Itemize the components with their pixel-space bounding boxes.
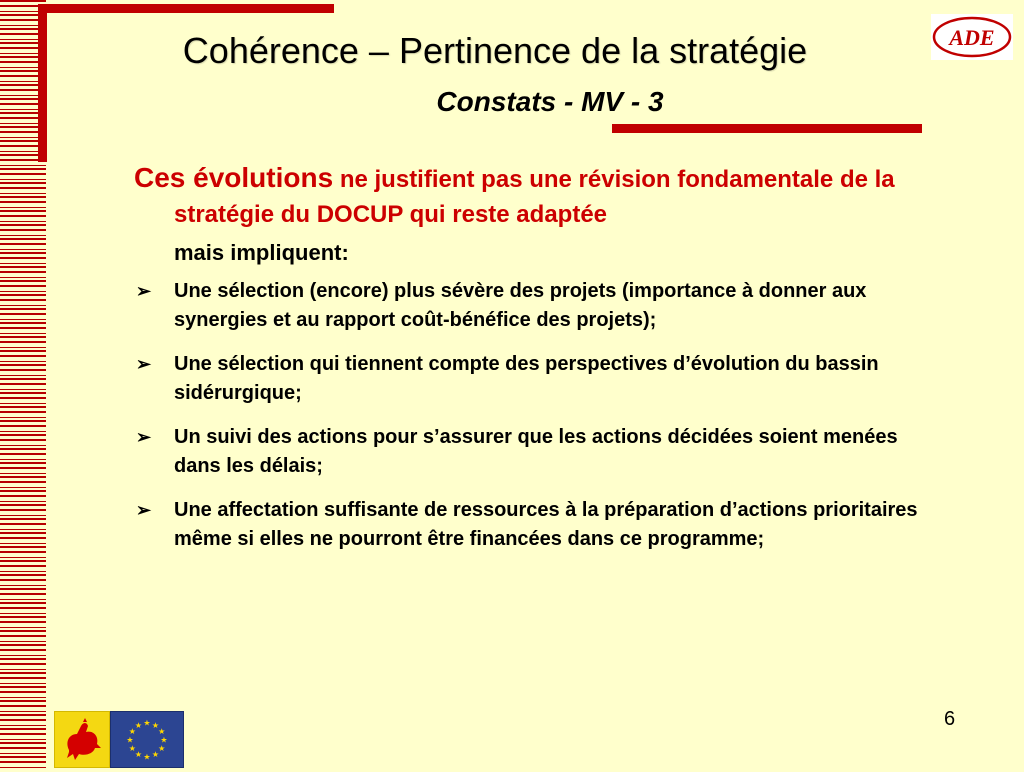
slide-subtitle: Constats - MV - 3 — [436, 86, 664, 117]
eu-star-icon: ★ — [158, 744, 166, 753]
list-item-text: Une sélection (encore) plus sévère des projets (importance à donner aux synergies et au rapport coût-bénéfice des projets); — [174, 280, 867, 331]
bullet-list — [134, 277, 934, 554]
eu-flag-icon — [110, 711, 184, 768]
eu-star-icon: ★ — [143, 718, 151, 728]
list-item — [134, 496, 934, 554]
ade-logo — [931, 14, 1013, 60]
frame-vertical-bar — [38, 4, 47, 162]
eu-star-icon: ★ — [128, 744, 136, 753]
list-item — [134, 423, 934, 481]
list-item-text: Un suivi des actions pour s’assurer que les actions décidées soient menées dans les délais; — [174, 426, 898, 477]
eu-star-icon: ★ — [128, 727, 136, 736]
eu-star-icon: ★ — [126, 735, 134, 745]
list-item-text: Une sélection qui tiennent compte des perspectives d’évolution du bassin sidérurgique; — [174, 353, 879, 404]
arrow-bullet-icon: ➢ — [136, 281, 152, 301]
eu-star-icon: ★ — [160, 735, 168, 745]
eu-star-icon: ★ — [134, 750, 143, 760]
mais-impliquent-label: mais impliquent: — [174, 240, 349, 265]
eu-star-icon: ★ — [143, 752, 151, 762]
list-item — [134, 277, 934, 335]
arrow-bullet-icon: ➢ — [136, 427, 152, 447]
list-item-text: Une affectation suffisante de ressources à la préparation d’actions prioritaires même si elles ne pourront être financées dans ce programme; — [174, 499, 918, 550]
list-item — [134, 350, 934, 408]
lead-paragraph — [134, 160, 934, 232]
ade-logo-text: ADE — [949, 25, 995, 50]
page-number: 6 — [944, 708, 956, 730]
eu-star-icon: ★ — [134, 720, 143, 730]
title-underline-bar — [612, 124, 922, 133]
slide-title: Cohérence – Pertinence de la stratégie — [182, 30, 808, 71]
eu-star-icon: ★ — [151, 720, 160, 730]
frame-horizontal-bar — [38, 4, 334, 13]
lead-highlight: Ces évolutions — [134, 162, 334, 193]
arrow-bullet-icon: ➢ — [136, 354, 152, 374]
slide-body — [134, 160, 934, 569]
eu-star-icon: ★ — [151, 750, 160, 760]
eu-star-icon: ★ — [158, 727, 166, 736]
wallonia-rooster-flag-icon — [54, 711, 110, 768]
lead-text: ne justifient pas une révision fondamentale de la stratégie du DOCUP qui reste adaptée — [174, 166, 895, 228]
arrow-bullet-icon: ➢ — [136, 500, 152, 520]
